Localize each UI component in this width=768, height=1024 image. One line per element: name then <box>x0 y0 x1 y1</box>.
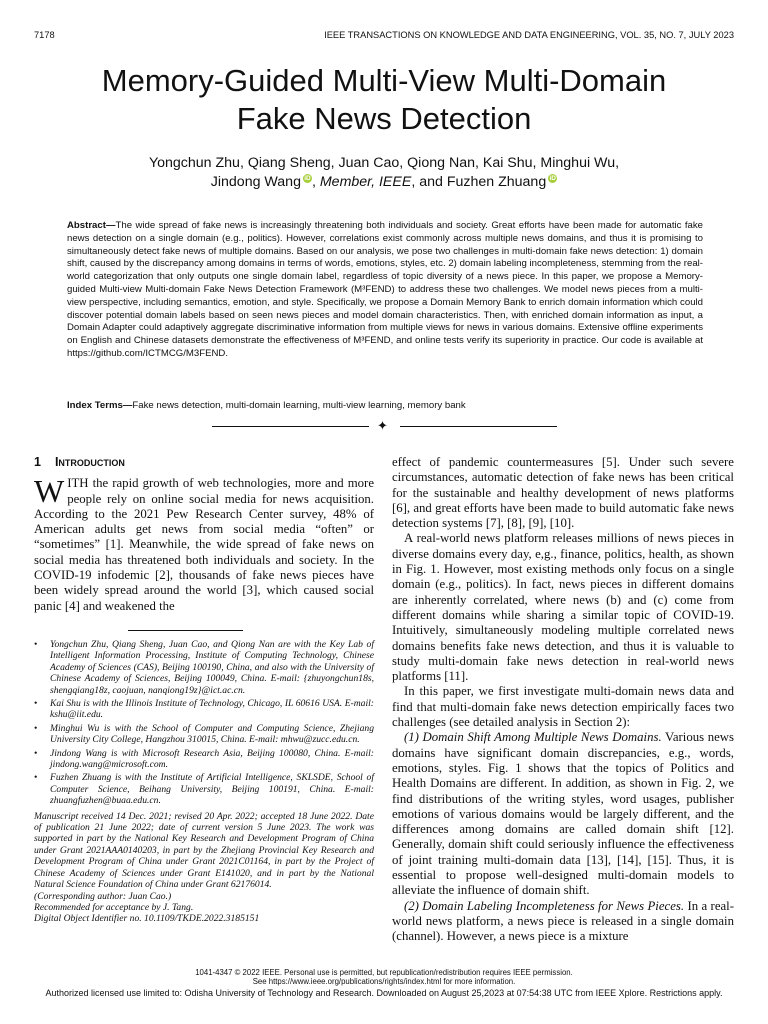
intro-paragraph-1-text: ITH the rapid growth of web technologies, more and more people rely on online social media for news acquisition. According to the 2021 Pew Research Center survey, 48% of American adults get news from social media “often” or “sometimes” [1]. Meanwhile, the wide spread of fake news on social media has threatened both individuals and society. In the COVID-19 infodemic [2], thousands of fake news pieces have been widely spread around the world [3], which caused social panic [4] and weakened the <box>34 476 374 613</box>
title-line-2: Fake News Detection <box>236 101 532 136</box>
right-paragraph-5 <box>392 899 734 945</box>
footnote-rule <box>128 630 243 631</box>
affiliation-item: • Fuzhen Zhuang is with the Institute of Artificial Intelligence, SKLSDE, School of Computer Science, Beihang University, Beijing 100191, China. E-mail: zhuangfuzhen@buaa.edu.cn. <box>34 772 374 806</box>
author-role: Member, IEEE <box>319 174 412 190</box>
affiliation-item: • Minghui Wu is with the School of Computer and Computing Science, Zhejiang University City College, Hangzhou 310015, China. E-mail: mhwu@zucc.edu.cn. <box>34 723 374 746</box>
paper-title <box>40 62 728 138</box>
page-number: 7178 <box>34 30 55 40</box>
affiliation-item: • Yongchun Zhu, Qiang Sheng, Juan Cao, and Qiong Nan are with the Key Lab of Intelligent Information Processing, Institute of Computing Technology, Chinese Academy of Sciences (CAS), Beijing 100190, China, and also with the University of Chinese Academy of Sciences, Beijing 100049, China. E-mail: {zhuyongchun18s, shengqiang18z, caojuan, nanqiong19z}@ict.ac.cn. <box>34 639 374 696</box>
authors-tail: , and Fuzhen Zhuang <box>411 174 547 190</box>
recommended-by: Recommended for acceptance by J. Tang. <box>34 901 194 913</box>
divider-line-right <box>400 426 557 427</box>
affiliation-item: • Kai Shu is with the Illinois Institute of Technology, Chicago, IL 60616 USA. E-mail: kshu@iit.edu. <box>34 698 374 721</box>
section-heading <box>34 455 374 470</box>
author-jindong: Jindong Wang <box>210 174 301 190</box>
right-paragraph-2: A real-world news platform releases millions of news pieces in diverse domains every day, e,g., finance, politics, health, as shown in Fig. 1. However, most existing methods only focus on a single domain (e.g., politics). In fact, news pieces in different domains are inherently correlated, where news (b) and (c) come from different domains while sharing a similar topic of COVID-19. Intuitively, simultaneously modeling multiple correlated news domains benefits fake news detection, and thus it is valuable to study multi-domain fake news detection in real-world news platforms [11]. <box>392 531 734 684</box>
abstract-label: Abstract— <box>67 220 116 231</box>
drop-cap: W <box>34 473 65 510</box>
title-line-1: Memory-Guided Multi-View Multi-Domain <box>101 63 667 98</box>
orcid-icon[interactable]: iD <box>304 175 311 182</box>
corresponding-author: (Corresponding author: Juan Cao.) <box>34 890 172 902</box>
running-header <box>34 30 734 44</box>
divider-line-left <box>212 426 369 427</box>
section-number: 1 <box>34 455 41 469</box>
manuscript-info: Manuscript received 14 Dec. 2021; revised 20 Apr. 2022; accepted 18 June 2022. Date of publication 21 June 2022; date of current version 5 June 2023. The work was supported in part by the National Key Research and Development Program of China under Grant 2021AAA0140203, in part by the Zhejiang Provincial Key Research and Development Program of China under Grant 2021C01164, in part by the Project of Chinese Academy of Sciences under Grant E141020, and in part by the National Natural Science Foundation of China under Grant 62176014. <box>34 810 374 891</box>
authors-line-2: Jindong Wang iD, Member, IEEE, and Fuzhen Zhuang iD <box>210 174 556 190</box>
abstract <box>67 220 703 361</box>
affiliation-list <box>34 639 374 807</box>
right-paragraph-3: In this paper, we first investigate multi-domain news data and find that multi-domain fake news detection empirically faces two challenges (see detailed analysis in Section 2): <box>392 684 734 730</box>
footnotes <box>34 639 374 925</box>
section-title: Introduction <box>54 455 125 469</box>
authorized-use-notice: Authorized licensed use limited to: Odisha University of Technology and Research. Downloaded on August 25,2023 at 07:54:38 UTC from IEEE Xplore. Restrictions apply. <box>45 988 723 998</box>
challenge-2-text: In a real-world news platform, a news piece is released in a single domain (channel). However, a news piece is a mixture <box>392 898 734 944</box>
section-divider <box>212 420 557 434</box>
right-paragraph-1: effect of pandemic countermeasures [5]. Under such severe circumstances, automatic detection of fake news has been critical for the sustainable and healthy development of news platforms [6], and great efforts have been made to build automatic fake news detection systems [7], [8], [9], [10]. <box>392 455 734 531</box>
diamond-star-icon: ✦ <box>377 418 388 433</box>
left-column <box>34 455 374 925</box>
index-terms-label: Index Terms— <box>67 400 133 411</box>
author-list <box>60 154 708 192</box>
orcid-icon[interactable]: iD <box>549 175 556 182</box>
index-terms <box>67 400 703 413</box>
intro-paragraph-1 <box>34 473 374 614</box>
journal-name: IEEE TRANSACTIONS ON KNOWLEDGE AND DATA ENGINEERING, VOL. 35, NO. 7, JULY 2023 <box>324 30 734 40</box>
right-paragraph-4 <box>392 730 734 898</box>
challenge-2-title: (2) Domain Labeling Incompleteness for News Pieces. <box>404 898 685 913</box>
copyright-line-2: See https://www.ieee.org/publications/rights/index.html for more information. <box>252 977 516 986</box>
abstract-text: The wide spread of fake news is increasingly threatening both individuals and society. Great efforts have been made for automatic fake news detection on a single domain (e.g., politics). However, correlations exist commonly across multiple news domains, and thus it is promising to simultaneously detect fake news of multiple domains. Based on our analysis, we pose two challenges in multi-domain fake news detection: 1) domain shift, caused by the discrepancy among domains in terms of words, emotions, styles, etc. 2) domain labeling incompleteness, stemming from the real-world categorization that only outputs one single domain label, regardless of topic diversity of a news piece. In this paper, we propose a Memory-guided Multi-view Multi-domain Fake News Detection Framework (M³FEND) to address these two challenges. We model news pieces from a multi-view perspective, including semantics, emotion, and style. Specifically, we propose a Domain Memory Bank to enrich domain information which could discover potential domain labels based on seen news pieces and model domain characteristics. Then, with enriched domain information as input, a Domain Adapter could adaptively aggregate discriminative information from multiple views for news in various domains. Extensive offline experiments on English and Chinese datasets demonstrate the effectiveness of M³FEND, and online tests verify its superiority in practice. Our code is available at https://github.com/ICTMCG/M3FEND. <box>67 220 703 359</box>
challenge-1-title: (1) Domain Shift Among Multiple News Domains. <box>404 730 662 745</box>
authors-line-1: Yongchun Zhu, Qiang Sheng, Juan Cao, Qiong Nan, Kai Shu, Minghui Wu, <box>148 155 620 171</box>
affiliation-item: • Jindong Wang is with Microsoft Research Asia, Beijing 100080, China. E-mail: jindong.wang@microsoft.com. <box>34 748 374 771</box>
challenge-1-text: Various news domains have significant domain discrepancies, e.g., words, emotions, styles. Fig. 1 shows that the topics of Politics and Health Domains are different. In addition, as shown in Fig. 2, we find distributions of the writing styles, word usages, publisher emotions of various domains would be largely different, and the differences among domains are called domain shift [12]. Generally, domain shift could seriously influence the effectiveness of joint training multi-domain data [13], [14], [15]. Thus, it is essential to propose well-designed multi-domain models to alleviate the influence of domain shift. <box>392 730 734 898</box>
copyright-line-1: 1041-4347 © 2022 IEEE. Personal use is permitted, but republication/redistribution requires IEEE permission. <box>195 968 573 977</box>
right-column <box>392 455 734 945</box>
copyright-notice <box>0 968 768 986</box>
doi: Digital Object Identifier no. 10.1109/TKDE.2022.3185151 <box>34 913 260 925</box>
index-terms-text: Fake news detection, multi-domain learning, multi-view learning, memory bank <box>132 400 466 411</box>
